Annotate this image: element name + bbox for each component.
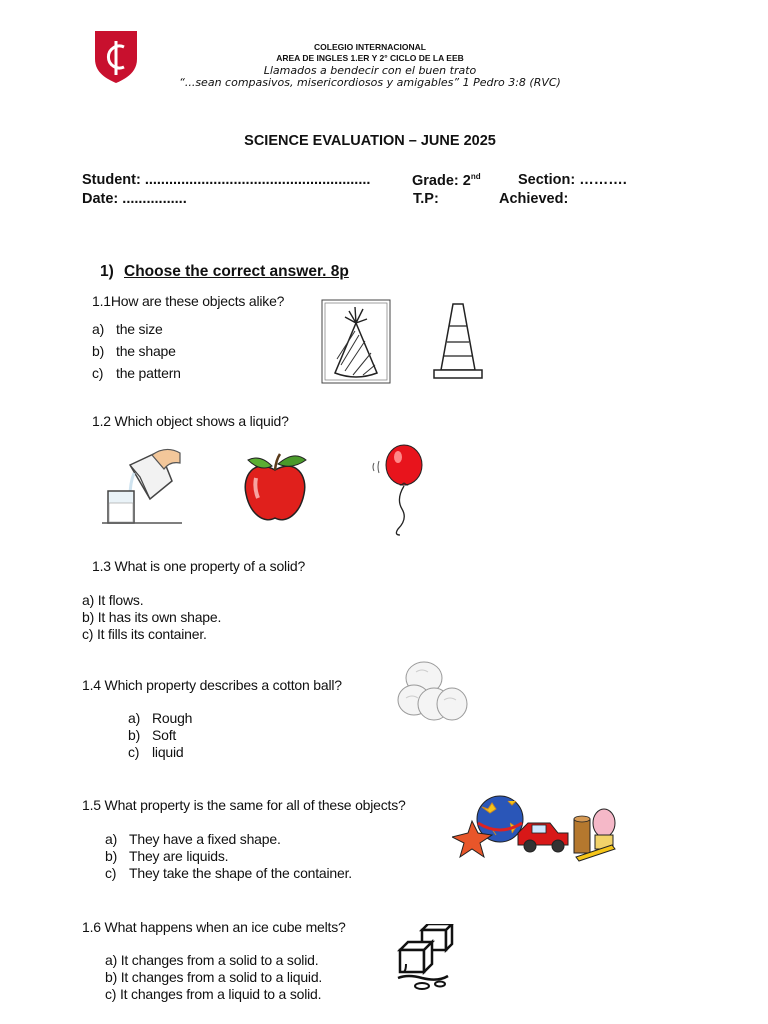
traffic-cone-picture	[431, 302, 485, 382]
school-shield-logo	[93, 29, 139, 85]
option-letter: a)	[128, 710, 141, 726]
option-letter: c)	[128, 744, 140, 760]
section-number: 1)	[100, 263, 114, 280]
option: c) It changes from a liquid to a solid.	[105, 986, 322, 1002]
pouring-milk-picture	[100, 447, 184, 527]
option-letter: b)	[105, 848, 118, 864]
area-line: AREA DE INGLES 1.ER Y 2° CICLO DE LA EEB	[276, 53, 464, 63]
option: b) It has its own shape.	[82, 609, 222, 625]
option-text: the shape	[116, 343, 176, 359]
exam-title: SCIENCE EVALUATION – JUNE 2025	[244, 133, 496, 149]
school-name: COLEGIO INTERNACIONAL	[314, 42, 426, 52]
option-text: the pattern	[116, 365, 181, 381]
option-text: They have a fixed shape.	[129, 831, 281, 847]
melting-ice-picture	[392, 924, 458, 992]
balloon-picture	[368, 443, 430, 539]
section-heading: Choose the correct answer. 8p	[124, 263, 349, 280]
bible-verse: “...sean compasivos, misericordiosos y amigables” 1 Pedro 3:8 (RVC)	[179, 76, 561, 89]
question-1-1: 1.1How are these objects alike?	[92, 293, 285, 309]
tp-field: T.P:	[413, 191, 439, 207]
option-text: Rough	[152, 710, 193, 726]
apple-picture	[240, 448, 310, 524]
option-text: liquid	[152, 744, 184, 760]
party-hat-picture	[321, 299, 391, 385]
achieved-field: Achieved:	[499, 191, 569, 207]
option-text: They are liquids.	[129, 848, 229, 864]
option-letter: a)	[92, 321, 105, 337]
student-field: Student: ........................................................	[82, 172, 371, 188]
option: c) It fills its container.	[82, 626, 207, 642]
option: a) It changes from a solid to a solid.	[105, 952, 319, 968]
option-letter: c)	[92, 365, 104, 381]
grade-field: Grade: 2nd	[412, 172, 481, 189]
option-letter: b)	[128, 727, 141, 743]
cotton-balls-picture	[396, 658, 470, 724]
question-1-6: 1.6 What happens when an ice cube melts?	[82, 919, 346, 935]
option: b) It changes from a solid to a liquid.	[105, 969, 323, 985]
question-1-3: 1.3 What is one property of a solid?	[92, 558, 306, 574]
option-letter: c)	[105, 865, 117, 881]
question-1-4: 1.4 Which property describes a cotton ball?	[82, 677, 342, 693]
question-1-5: 1.5 What property is the same for all of these objects?	[82, 797, 406, 813]
question-1-2: 1.2 Which object shows a liquid?	[92, 413, 289, 429]
section-field: Section: ……….	[518, 172, 627, 188]
option-letter: b)	[92, 343, 105, 359]
option-letter: a)	[105, 831, 118, 847]
option-text: the size	[116, 321, 163, 337]
option-text: Soft	[152, 727, 177, 743]
motto: Llamados a bendecir con el buen trato	[263, 64, 477, 77]
option-text: They take the shape of the container.	[129, 865, 352, 881]
date-field: Date: ................	[82, 191, 187, 207]
toys-picture	[452, 793, 620, 863]
option: a) It flows.	[82, 592, 144, 608]
